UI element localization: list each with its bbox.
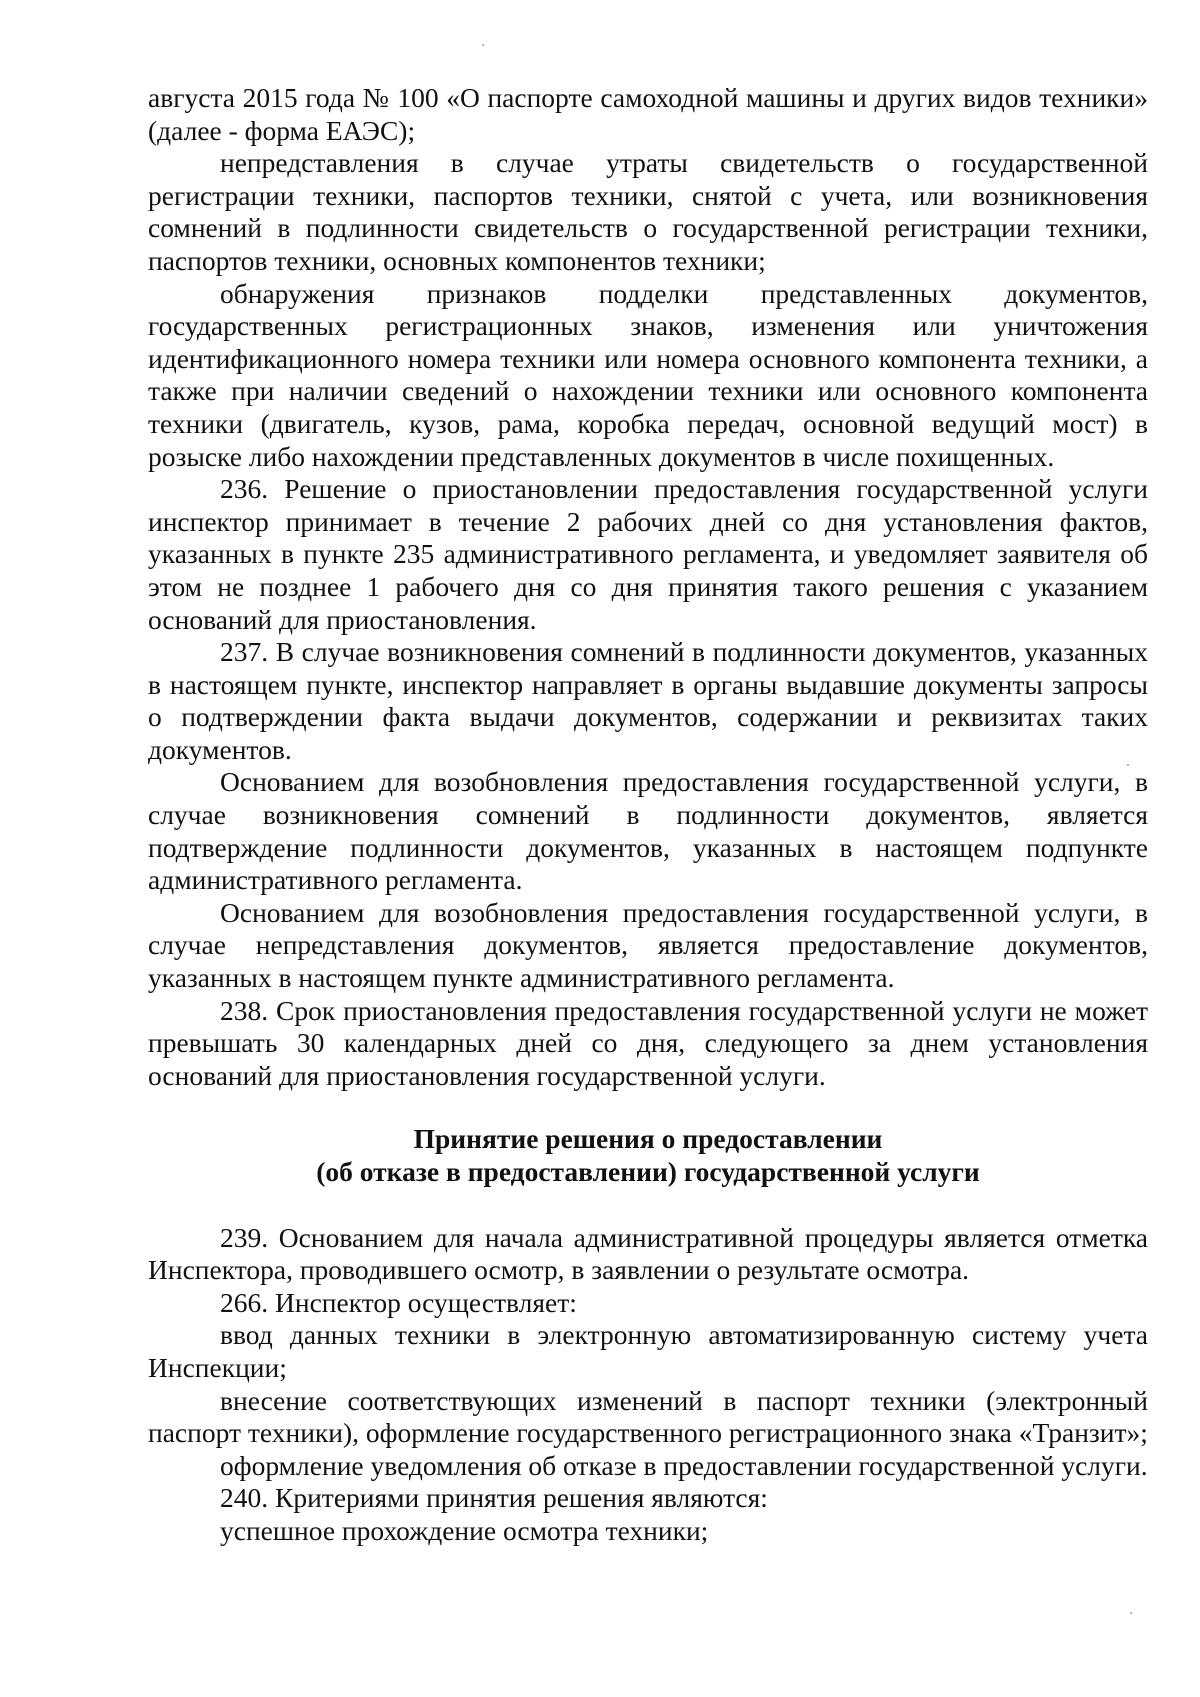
scan-speck: [1130, 1612, 1132, 1614]
paragraph: августа 2015 года № 100 «О паспорте самоходной машины и других видов техники» (далее - форма ЕАЭС);: [148, 82, 1148, 146]
paragraph: успешное прохождение осмотра техники;: [220, 1514, 709, 1546]
document-body: [148, 82, 1148, 1548]
spacer: [148, 1092, 1148, 1123]
paragraph: Основанием для возобновления предоставления государственной услуги, в случае непредставления документов, является предоставление документов, указанных в настоящем пункте административного регламента.: [148, 896, 1148, 994]
paragraph-240: 240. Критериями принятия решения являются:: [220, 1482, 768, 1514]
paragraph: непредставления в случае утраты свидетельств о государственной регистрации техники, паспортов техники, снятой с учета, или возникновения сомнений в подлинности свидетельств о государственной регистрации техники, паспортов техники, основных компонентов техники;: [148, 147, 1148, 276]
paragraph: оформление уведомления об отказе в предоставлении государственной услуги.: [220, 1449, 1148, 1481]
paragraph: Основанием для возобновления предоставления государственной услуги, в случае возникновения сомнений в подлинности документов, является подтверждение подлинности документов, указанных в настоящем подпункте административного регламента.: [148, 766, 1148, 896]
section-heading-line-1: Принятие решения о предоставлении: [413, 1123, 883, 1155]
paragraph: ввод данных техники в электронную автоматизированную систему учета Инспекции;: [148, 1319, 1148, 1383]
paragraph-238: 238. Срок приостановления предоставления государственной услуги не может превышать 30 календарных дней со дня, следующего за днем установления оснований для приостановления государственной услуги.: [148, 994, 1148, 1091]
paragraph-237: 237. В случае возникновения сомнений в подлинности документов, указанных в настоящем пункте, инспектор направляет в органы выдавшие документы запросы о подтверждении факта выдачи документов, содержании и реквизитах таких документов.: [148, 636, 1148, 765]
section-heading-line-2: (об отказе в предоставлении) государственной услуги: [316, 1156, 980, 1187]
paragraph-239: 239. Основанием для начала административной процедуры является отметка Инспектора, проводившего осмотр, в заявлении о результате осмотра.: [148, 1221, 1148, 1286]
paragraph-266: 266. Инспектор осуществляет:: [220, 1286, 577, 1318]
paragraph-236: 236. Решение о приостановлении предоставления государственной услуги инспектор принимает в течение 2 рабочих дней со дня установления фактов, указанных в пункте 235 административного регламента, и уведомляет заявителя об этом не позднее 1 рабочего дня со дня принятия такого решения с указанием оснований для приостановления.: [148, 473, 1148, 635]
scan-speck: [482, 44, 484, 46]
spacer: [148, 1189, 1148, 1222]
paragraph: внесение соответствующих изменений в паспорт техники (электронный паспорт техники), оформление государственного регистрационного знака «Транзит»;: [148, 1384, 1148, 1449]
paragraph: обнаружения признаков подделки представленных документов, государственных регистрационных знаков, изменения или уничтожения идентификационного номера техники или номера основного компонента техники, а также при наличии сведений о нахождении техники или основного компонента техники (двигатель, кузов, рама, коробка передач, основной ведущий мост) в розыске либо нахождении представленных документов в числе похищенных.: [148, 277, 1148, 472]
